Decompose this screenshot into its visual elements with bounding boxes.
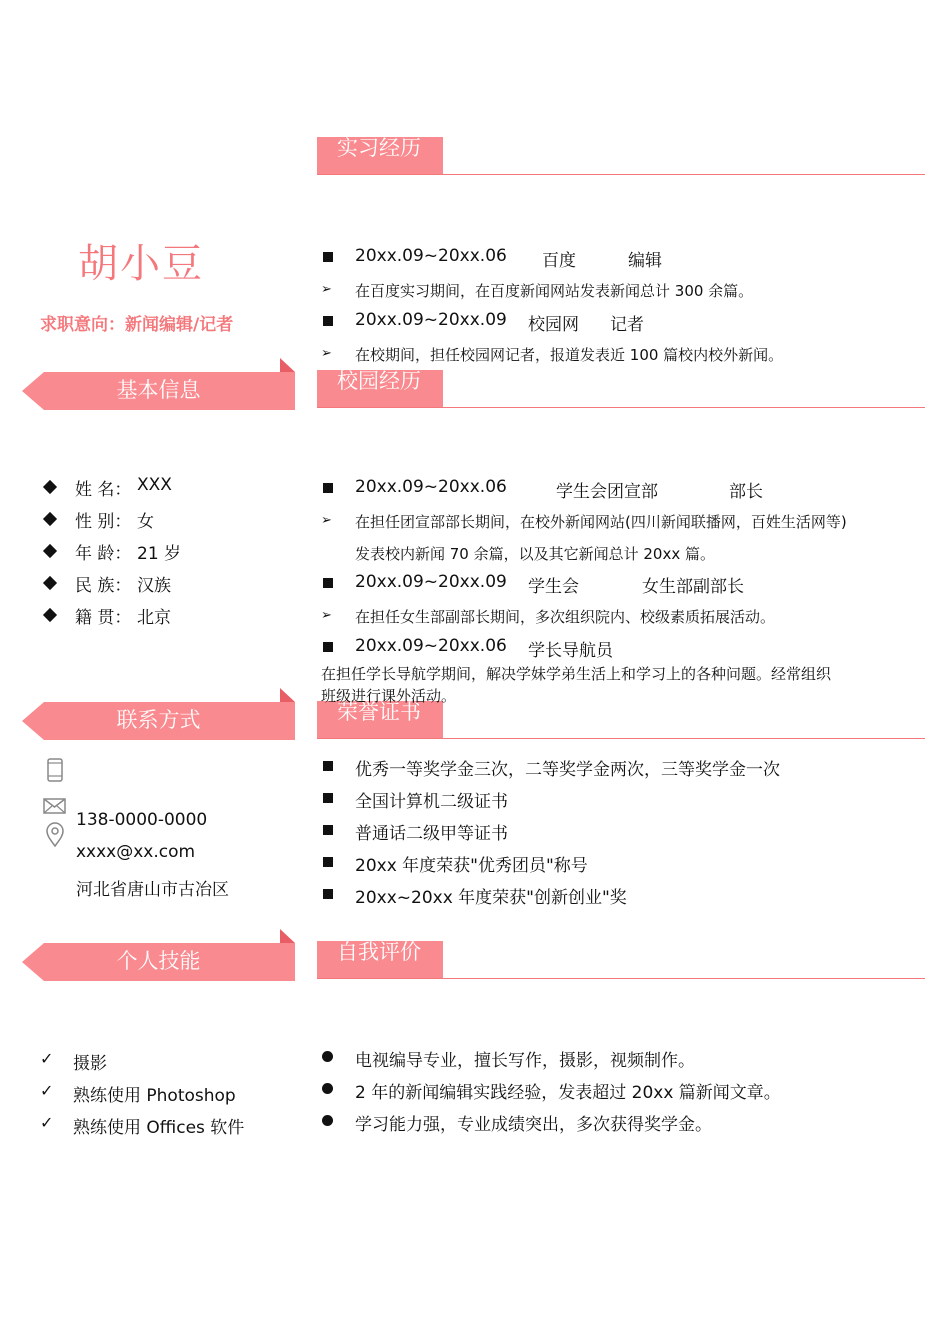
diamond-bullet-icon xyxy=(43,480,57,494)
arrowhead-bullet-icon: ➢ xyxy=(321,513,332,528)
section-skills-title: 个人技能 xyxy=(116,949,201,973)
basic-info-value: 汉族 xyxy=(137,576,171,596)
check-icon: ✓ xyxy=(40,1049,54,1068)
square-bullet-icon xyxy=(323,761,333,771)
square-bullet-icon xyxy=(323,252,333,262)
section-internship-title: 实习经历 xyxy=(337,136,421,160)
basic-info-label: 年 龄： xyxy=(75,544,132,564)
entry-description: 在百度实习期间，在百度新闻网站发表新闻总计 300 余篇。 xyxy=(355,282,754,300)
entry-date: 20xx.09~20xx.06 xyxy=(355,477,507,497)
diamond-bullet-icon xyxy=(43,608,57,622)
basic-info-value: XXX xyxy=(137,475,172,495)
entry-role: 记者 xyxy=(610,315,644,335)
diamond-bullet-icon xyxy=(43,512,57,526)
section-campus-title: 校园经历 xyxy=(337,369,421,393)
entry-role: 女生部副部长 xyxy=(642,577,744,597)
entry-date: 20xx.09~20xx.09 xyxy=(355,310,507,330)
check-icon: ✓ xyxy=(40,1113,54,1132)
self-eval-item: 2 年的新闻编辑实践经验，发表超过 20xx 篇新闻文章。 xyxy=(355,1083,781,1103)
entry-org: 学长导航员 xyxy=(528,641,613,661)
entry-date: 20xx.09~20xx.06 xyxy=(355,246,507,266)
section-contact-title: 联系方式 xyxy=(116,708,201,732)
entry-description: 在担任女生部副部长期间，多次组织院内、校级素质拓展活动。 xyxy=(355,608,776,626)
basic-info-value: 21 岁 xyxy=(137,544,182,564)
square-bullet-icon xyxy=(323,578,333,588)
contact-phone: 138-0000-0000 xyxy=(76,810,208,830)
section-rule xyxy=(317,407,925,408)
honor-item: 20xx 年度荣获"优秀团员"称号 xyxy=(355,856,588,876)
square-bullet-icon xyxy=(323,825,333,835)
basic-info-label: 籍 贯： xyxy=(75,608,132,628)
section-campus-header xyxy=(317,370,925,408)
section-contact-banner xyxy=(22,702,295,740)
self-eval-item: 学习能力强，专业成绩突出，多次获得奖学金。 xyxy=(355,1115,712,1135)
section-basic-info-banner xyxy=(22,372,295,410)
skill-item: 熟练使用 Photoshop xyxy=(73,1086,236,1106)
diamond-bullet-icon xyxy=(43,576,57,590)
round-bullet-icon xyxy=(322,1115,333,1126)
square-bullet-icon xyxy=(323,483,333,493)
honor-item: 普通话二级甲等证书 xyxy=(355,824,508,844)
job-intent: 求职意向：新闻编辑/记者 xyxy=(40,315,234,335)
section-honors-title: 荣誉证书 xyxy=(337,700,421,724)
honor-item: 优秀一等奖学金三次，二等奖学金两次，三等奖学金一次 xyxy=(355,760,780,780)
section-honors-header xyxy=(317,701,925,739)
section-internship-header xyxy=(317,137,925,175)
section-self-eval-header xyxy=(317,941,925,979)
entry-description: 在担任学长导航学期间，解决学妹学弟生活上和学习上的各种问题。经常组织 xyxy=(321,665,832,683)
arrowhead-bullet-icon: ➢ xyxy=(321,608,332,623)
location-pin-icon xyxy=(45,822,65,848)
skill-item: 熟练使用 Offices 软件 xyxy=(73,1118,245,1138)
entry-org: 学生会团宣部 xyxy=(556,482,658,502)
honor-item: 20xx~20xx 年度荣获"创新创业"奖 xyxy=(355,888,627,908)
basic-info-value: 女 xyxy=(137,512,154,532)
square-bullet-icon xyxy=(323,316,333,326)
candidate-name: 胡小豆 xyxy=(78,241,204,287)
section-basic-info-title: 基本信息 xyxy=(116,378,201,402)
basic-info-label: 民 族： xyxy=(75,576,132,596)
basic-info-label: 性 别： xyxy=(75,512,132,532)
entry-org: 百度 xyxy=(542,251,576,271)
honor-item: 全国计算机二级证书 xyxy=(355,792,508,812)
entry-org: 校园网 xyxy=(528,315,579,335)
entry-description: 发表校内新闻 70 余篇，以及其它新闻总计 20xx 篇。 xyxy=(355,545,716,563)
contact-email: xxxx@xx.com xyxy=(76,842,196,862)
section-rule xyxy=(317,978,925,979)
arrowhead-bullet-icon: ➢ xyxy=(321,282,332,297)
basic-info-label: 姓 名： xyxy=(75,480,132,500)
section-rule xyxy=(317,174,925,175)
round-bullet-icon xyxy=(322,1051,333,1062)
round-bullet-icon xyxy=(322,1083,333,1094)
arrowhead-bullet-icon: ➢ xyxy=(321,346,332,361)
diamond-bullet-icon xyxy=(43,544,57,558)
basic-info-value: 北京 xyxy=(137,608,171,628)
phone-icon xyxy=(45,758,65,782)
section-rule xyxy=(317,738,925,739)
square-bullet-icon xyxy=(323,889,333,899)
check-icon: ✓ xyxy=(40,1081,54,1100)
section-skills-banner xyxy=(22,943,295,981)
square-bullet-icon xyxy=(323,857,333,867)
entry-role: 部长 xyxy=(729,482,763,502)
square-bullet-icon xyxy=(323,642,333,652)
entry-description: 在担任团宣部部长期间，在校外新闻网站(四川新闻联播网，百姓生活网等) xyxy=(355,513,847,531)
section-self-eval-title: 自我评价 xyxy=(337,940,421,964)
mail-icon xyxy=(43,797,67,815)
entry-description: 在校期间，担任校园网记者，报道发表近 100 篇校内校外新闻。 xyxy=(355,346,784,364)
self-eval-item: 电视编导专业，擅长写作，摄影，视频制作。 xyxy=(355,1051,695,1071)
entry-org: 学生会 xyxy=(528,577,579,597)
entry-date: 20xx.09~20xx.09 xyxy=(355,572,507,592)
square-bullet-icon xyxy=(323,793,333,803)
entry-date: 20xx.09~20xx.06 xyxy=(355,636,507,656)
entry-role: 编辑 xyxy=(628,251,662,271)
contact-address: 河北省唐山市古冶区 xyxy=(76,880,229,900)
skill-item: 摄影 xyxy=(73,1054,107,1074)
entry-description: 班级进行课外活动。 xyxy=(321,687,457,705)
